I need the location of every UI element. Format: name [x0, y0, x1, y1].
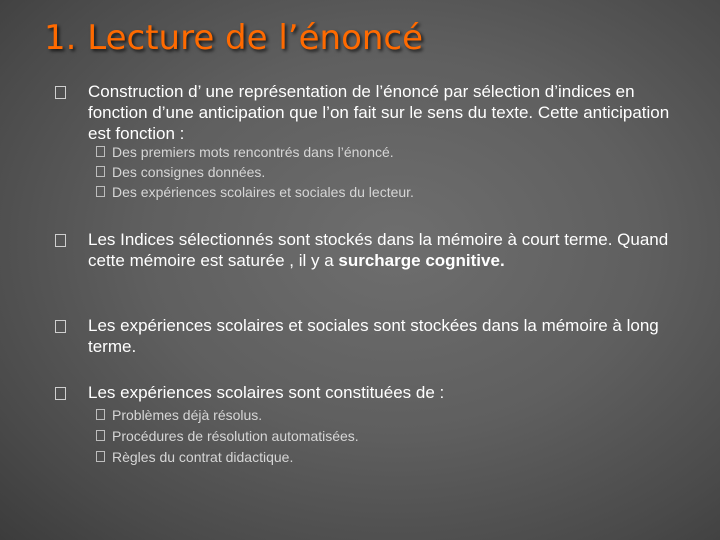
sub-bullet-marker [96, 409, 105, 420]
bullet-4-sub-3: Règles du contrat didactique. [112, 449, 294, 465]
bullet-1-sub-1: Des premiers mots rencontrés dans l’énoncé. [112, 144, 394, 160]
bullet-marker [55, 320, 66, 333]
bullet-1-text: Construction d’ une représentation de l’énoncé par sélection d’indices en fonction d’une anticipation que l’on fait sur le sens du texte. Cette anticipation est fonction : [88, 82, 670, 143]
bullet-marker [55, 86, 66, 99]
sub-bullet-marker [96, 146, 105, 157]
bullet-1-sub-2: Des consignes données. [112, 164, 266, 180]
bullet-3-text: Les expériences scolaires et sociales sont stockées dans la mémoire à long terme. [88, 316, 659, 356]
bullet-4-sub-1: Problèmes déjà résolus. [112, 407, 263, 423]
slide-title: 1. Lecture de l’énoncé [44, 18, 424, 58]
bullet-2-text [88, 229, 678, 271]
sub-bullet-marker [96, 186, 105, 197]
bullet-2-text-regular: Les Indices sélectionnés sont stockés dans la mémoire à court terme. Quand cette mémoire est saturée , il y a [88, 230, 669, 270]
sub-bullet-marker [96, 430, 105, 441]
sub-bullet-marker [96, 166, 105, 177]
bullet-2-text-bold: surcharge cognitive. [338, 251, 505, 270]
sub-bullet-marker [96, 451, 105, 462]
bullet-1-sub-3: Des expériences scolaires et sociales du lecteur. [112, 184, 414, 200]
bullet-4-sub-2: Procédures de résolution automatisées. [112, 428, 359, 444]
bullet-marker [55, 387, 66, 400]
bullet-4-text: Les expériences scolaires sont constituées de : [88, 383, 445, 402]
bullet-marker [55, 234, 66, 247]
